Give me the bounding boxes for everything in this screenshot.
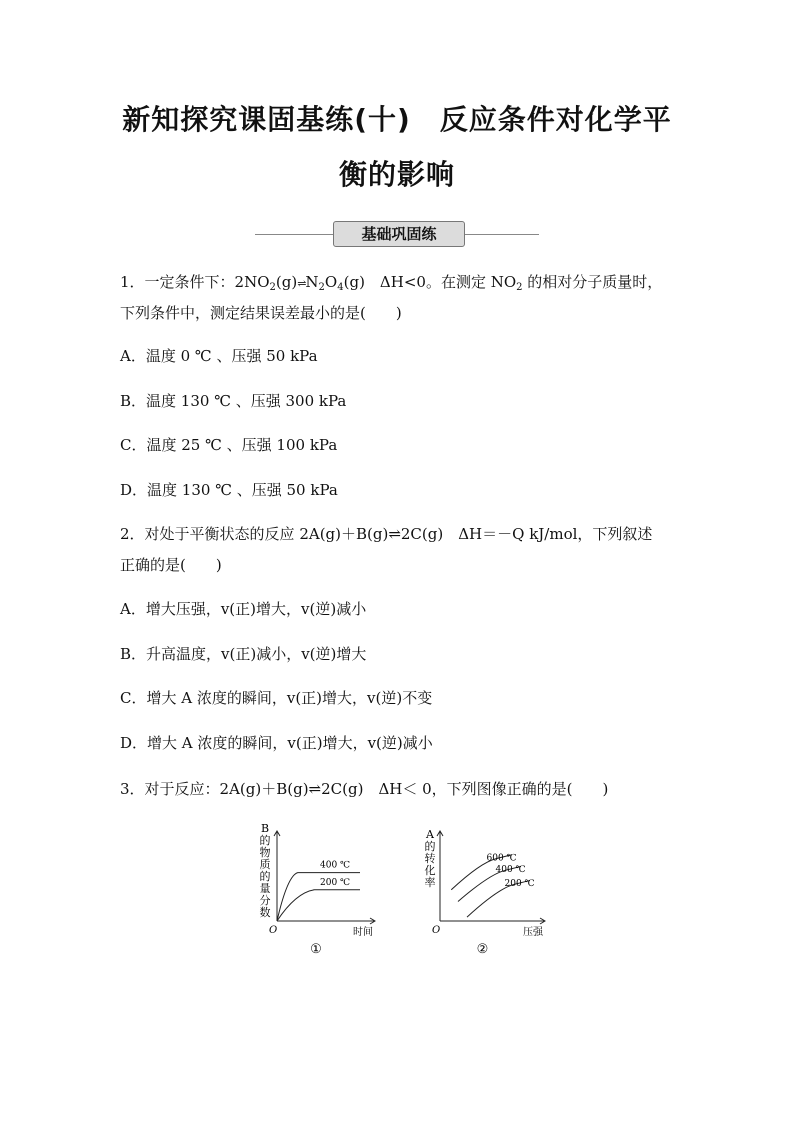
y-axis-label-char: 分	[259, 894, 271, 907]
y-axis-label-char: A	[426, 828, 434, 841]
y-axis-label-char: 量	[259, 882, 271, 895]
q1-option-c: C．温度 25 ℃ 、压强 100 kPa	[120, 436, 338, 454]
q2-stem-line2: 正确的是( )	[120, 556, 222, 574]
series-label: 200 ℃	[320, 877, 351, 888]
series-label: 600 ℃	[486, 853, 517, 864]
series-line	[277, 890, 360, 921]
origin-label: O	[269, 925, 278, 936]
figure-caption: ①	[310, 942, 322, 957]
figure-caption: ②	[476, 942, 489, 957]
q1-stem-line1: 1．一定条件下：$2NO_2(g)\rightleftharpoons N_2O_4(g)$ ΔH<0。在测定 $NO_2$ 的相对分子质量时，	[120, 273, 663, 293]
q2-option-c: C．增大 A 浓度的瞬间，v(正)增大，v(逆)不变	[120, 689, 433, 707]
origin-label: O	[432, 925, 441, 936]
q2-option-b: B．升高温度，v(正)减小，v(逆)增大	[120, 645, 367, 663]
chart-figure-2	[420, 818, 560, 963]
q1-option-d: D．温度 130 ℃ 、压强 50 kPa	[120, 481, 338, 499]
divider-right	[465, 234, 539, 235]
y-axis-label-char: 数	[259, 906, 271, 919]
x-axis-label: 压强	[523, 927, 543, 938]
section-header	[255, 221, 539, 247]
y-axis-label-char: 的	[424, 840, 436, 853]
y-axis-label-char: 转	[424, 852, 436, 865]
q2-option-d: D．增大 A 浓度的瞬间，v(正)增大，v(逆)减小	[120, 734, 433, 752]
y-axis-label-char: 的	[259, 834, 271, 847]
y-axis-label-char: 率	[424, 876, 436, 889]
y-axis-label-char: 质	[259, 858, 271, 871]
section-label: 基础巩固练	[333, 221, 465, 247]
y-axis-label-char: 物	[259, 846, 271, 859]
q2-stem-line1: 2．对处于平衡状态的反应 2A(g)＋B(g)⇌2C(g) ΔH＝－Q kJ/mol，下列叙述	[120, 525, 653, 543]
chart-figure-1	[250, 818, 390, 963]
series-label: 400 ℃	[495, 865, 526, 876]
q1-option-b: B．温度 130 ℃ 、压强 300 kPa	[120, 392, 347, 410]
divider-left	[255, 234, 333, 235]
q1-stem-line2: 下列条件中，测定结果误差最小的是( )	[120, 304, 402, 322]
y-axis-label-char: B	[260, 822, 270, 835]
q3-stem: 3．对于反应：2A(g)＋B(g)⇌2C(g) ΔH＜ 0，下列图像正确的是( )	[120, 780, 609, 798]
series-label: 400 ℃	[320, 860, 351, 871]
x-axis-label: 时间	[353, 927, 373, 938]
y-axis-label-char: 的	[259, 870, 271, 883]
page-title-line1: 新知探究课固基练(十) 反应条件对化学平	[122, 103, 672, 136]
page-title-line2: 衡的影响	[338, 158, 455, 191]
series-label: 200 ℃	[504, 879, 535, 890]
q2-option-a: A．增大压强，v(正)增大，v(逆)减小	[120, 600, 367, 618]
q1-option-a: A．温度 0 ℃ 、压强 50 kPa	[120, 347, 318, 365]
y-axis-label-char: 化	[424, 864, 436, 877]
